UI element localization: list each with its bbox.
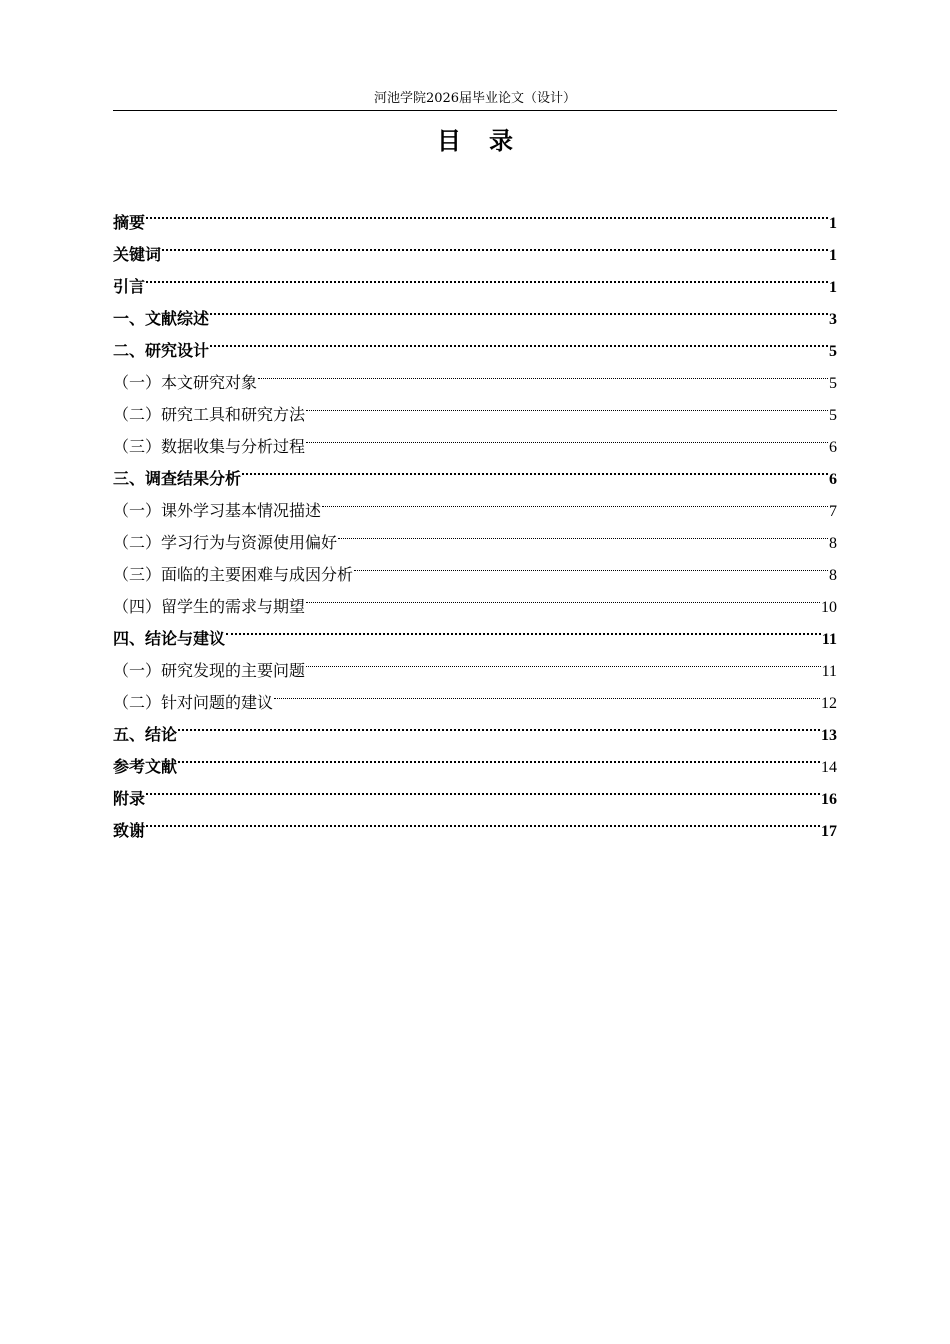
toc-page-number: 11 bbox=[821, 631, 837, 648]
dot-leader bbox=[210, 324, 828, 356]
toc-title: 目录 bbox=[437, 127, 541, 155]
dot-leader bbox=[146, 260, 828, 292]
dot-leader bbox=[322, 484, 828, 516]
dot-leader bbox=[146, 772, 820, 804]
toc-entry-label: 四、结论与建议 bbox=[113, 629, 226, 648]
toc-page-number: 10 bbox=[821, 599, 837, 616]
dot-leader bbox=[306, 644, 821, 676]
toc-entry-label: （二）学习行为与资源使用偏好 bbox=[113, 533, 338, 552]
toc-entry-label: （三）面临的主要困难与成因分析 bbox=[113, 565, 354, 584]
toc-entry-label: 三、调查结果分析 bbox=[113, 469, 242, 488]
toc-page-number: 14 bbox=[821, 759, 837, 776]
dot-leader bbox=[146, 804, 820, 836]
dot-leader bbox=[162, 228, 828, 260]
table-of-contents bbox=[113, 196, 837, 840]
toc-entry-label: （二）研究工具和研究方法 bbox=[113, 405, 306, 424]
dot-leader bbox=[306, 420, 828, 452]
toc-page-number: 3 bbox=[829, 311, 837, 328]
toc-page-number: 5 bbox=[829, 407, 837, 424]
toc-entry-appendix[interactable] bbox=[113, 772, 837, 808]
toc-page-number: 12 bbox=[821, 695, 837, 712]
toc-entry-label: 五、结论 bbox=[113, 725, 178, 744]
toc-entry-label: （一）研究发现的主要问题 bbox=[113, 661, 306, 680]
dot-leader bbox=[258, 356, 828, 388]
toc-page-number: 17 bbox=[821, 823, 837, 840]
dot-leader bbox=[354, 548, 828, 580]
toc-entry-introduction[interactable] bbox=[113, 260, 837, 296]
toc-entry-label: （四）留学生的需求与期望 bbox=[113, 597, 306, 616]
toc-entry-label: 一、文献综述 bbox=[113, 309, 210, 328]
toc-entry-label: （一）课外学习基本情况描述 bbox=[113, 501, 322, 520]
dot-leader bbox=[178, 740, 820, 772]
toc-entry-conclusion[interactable] bbox=[113, 708, 837, 744]
toc-page-number: 5 bbox=[829, 375, 837, 392]
toc-entry-label: 参考文献 bbox=[113, 757, 178, 776]
toc-page-number: 1 bbox=[829, 247, 837, 264]
toc-page-number: 8 bbox=[829, 535, 837, 552]
toc-entry-research-design[interactable] bbox=[113, 324, 837, 360]
toc-page-number: 5 bbox=[829, 343, 837, 360]
dot-leader bbox=[178, 708, 820, 740]
toc-page-number: 6 bbox=[829, 471, 837, 488]
toc-entry-label: 引言 bbox=[113, 277, 146, 296]
toc-entry-label: （一）本文研究对象 bbox=[113, 373, 258, 392]
running-header: 河池学院2026届毕业论文（设计） bbox=[373, 91, 577, 106]
toc-page-number: 11 bbox=[821, 663, 837, 680]
toc-entry-label: 二、研究设计 bbox=[113, 341, 210, 360]
toc-page-number: 16 bbox=[821, 791, 837, 808]
toc-entry-label: 致谢 bbox=[113, 821, 146, 840]
dot-leader bbox=[146, 196, 828, 228]
toc-page-number: 7 bbox=[829, 503, 837, 520]
toc-page-number: 1 bbox=[829, 279, 837, 296]
toc-entry-label: （二）针对问题的建议 bbox=[113, 693, 274, 712]
toc-page-number: 1 bbox=[829, 215, 837, 232]
toc-entry-references[interactable] bbox=[113, 740, 837, 776]
toc-entry-label: （三）数据收集与分析过程 bbox=[113, 437, 306, 456]
dot-leader bbox=[210, 292, 828, 324]
dot-leader bbox=[306, 580, 820, 612]
toc-page-number: 13 bbox=[821, 727, 837, 744]
toc-entry-abstract[interactable] bbox=[113, 196, 837, 232]
toc-entry-label: 附录 bbox=[113, 789, 146, 808]
dot-leader bbox=[306, 388, 828, 420]
toc-entry-keywords[interactable] bbox=[113, 228, 837, 264]
toc-page-number: 6 bbox=[829, 439, 837, 456]
toc-entry-label: 关键词 bbox=[113, 245, 162, 264]
toc-entry-literature-review[interactable] bbox=[113, 292, 837, 328]
dot-leader bbox=[338, 516, 828, 548]
toc-page-number: 8 bbox=[829, 567, 837, 584]
dot-leader bbox=[226, 612, 821, 644]
dot-leader bbox=[242, 452, 828, 484]
toc-entry-research-subjects[interactable] bbox=[113, 356, 837, 392]
dot-leader bbox=[274, 676, 820, 708]
toc-entry-acknowledgements[interactable] bbox=[113, 804, 837, 840]
header-rule bbox=[113, 110, 837, 111]
toc-entry-label: 摘要 bbox=[113, 213, 146, 232]
